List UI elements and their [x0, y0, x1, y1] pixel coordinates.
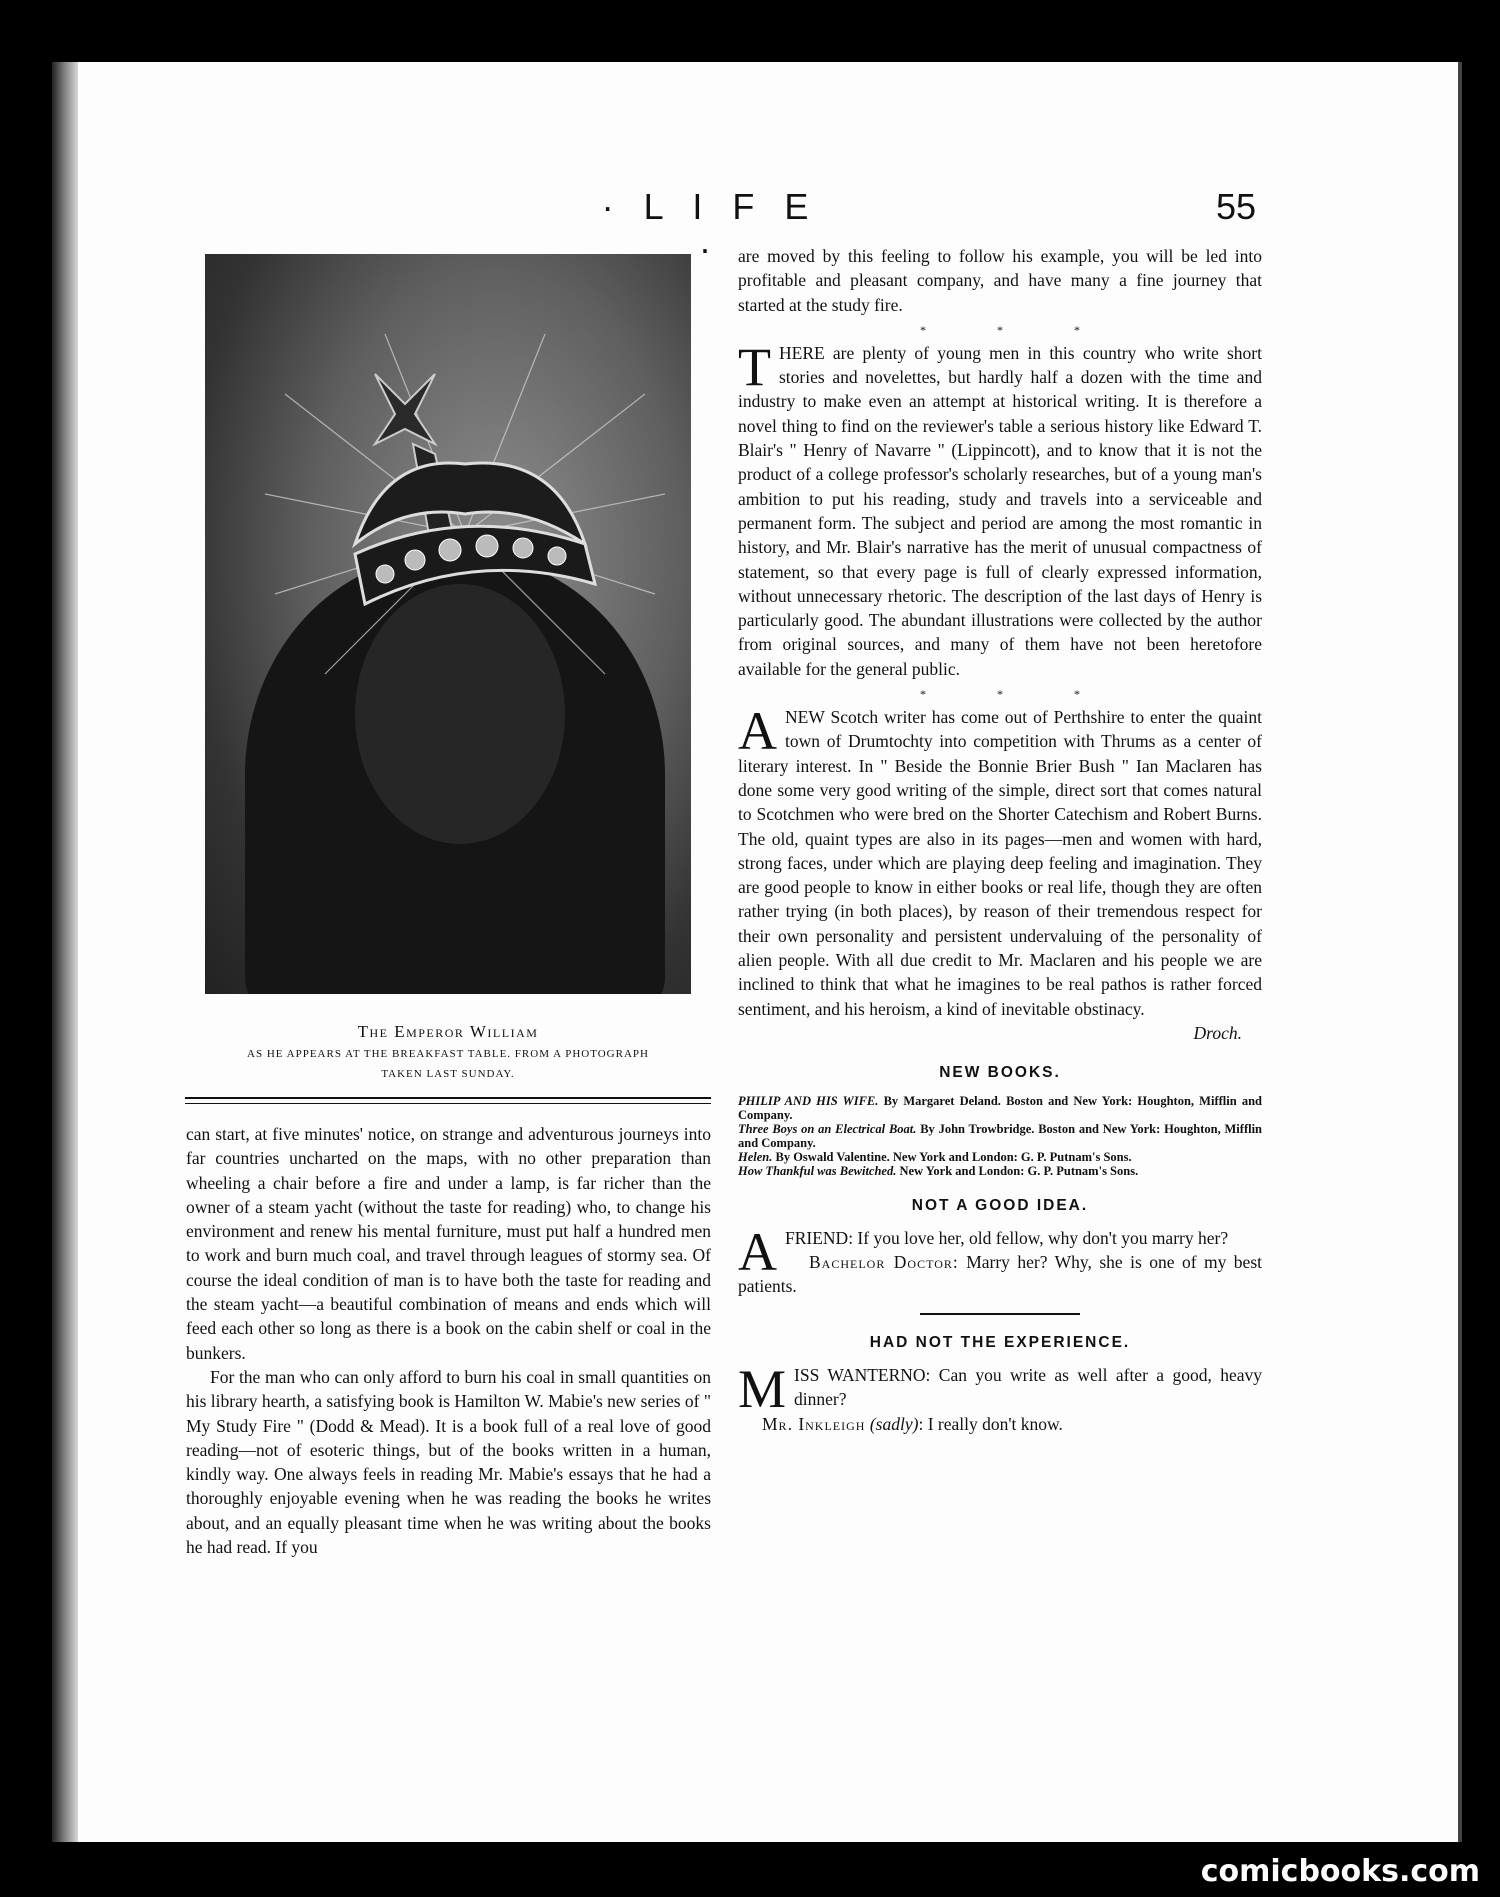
short-rule — [920, 1313, 1080, 1315]
blair-review — [738, 336, 1262, 681]
drop-cap: A — [738, 1221, 777, 1282]
caption-line-2: TAKEN LAST SUNDAY. — [381, 1068, 515, 1080]
joke-text: FRIEND: If you love her, old fellow, why don't you marry her? — [785, 1227, 1229, 1248]
site-watermark: comicbooks.com — [1200, 1854, 1480, 1889]
book-entry — [738, 1122, 1262, 1150]
double-rule — [185, 1097, 711, 1104]
book-details: By Margaret Deland. Boston and New York: Houghton, Mifflin and Company. — [738, 1093, 1262, 1122]
book-details: By Oswald Valentine. New York and London: G. P. Putnam's Sons. — [772, 1149, 1132, 1164]
new-books-heading: NEW BOOKS. — [939, 1064, 1061, 1082]
joke-line — [738, 1250, 1262, 1299]
joke-text: : I really don't know. — [918, 1413, 1063, 1434]
speaker-name: Bachelor Doctor: — [809, 1252, 959, 1273]
book-title: PHILIP AND HIS WIFE. — [738, 1093, 879, 1108]
joke-line — [738, 1358, 1262, 1419]
book-title: Three Boys on an Electrical Boat. — [738, 1121, 917, 1136]
page-header — [0, 186, 1500, 269]
joke-heading: NOT A GOOD IDEA. — [911, 1196, 1089, 1214]
crown-icon — [265, 334, 665, 694]
book-title: How Thankful was Bewitched. — [738, 1163, 897, 1178]
book-entry — [738, 1094, 1262, 1122]
book-title: Helen. — [738, 1149, 773, 1164]
joke-heading: HAD NOT THE EXPERIENCE. — [869, 1333, 1131, 1351]
book-details: New York and London: G. P. Putnam's Sons. — [896, 1163, 1139, 1178]
left-paragraph-1: can start, at five minutes' notice, on strange and adventurous journeys into far countries uncharted on the maps, with no other preparation than wheeling a chair before a fire and under a lamp, is far richer than the owner of a steam yacht (without the taste for reading) who, to change his environment and renew his mental furniture, must put half a hundred men to work and burn much coal, and travel through leagues of stormy sea. Of course the ideal condition of man is to have both the taste for reading and the steam yacht—a beautiful combination of means and ends which will feed each other so long as there is a book on the cabin shelf or coal in the bunkers. — [186, 1124, 711, 1363]
page-edge — [1458, 62, 1462, 1842]
caption-title: The Emperor William — [357, 1022, 539, 1041]
section-stars: * * * — [920, 687, 1114, 702]
photo-caption — [185, 1022, 711, 1082]
right-column — [738, 244, 1262, 1436]
left-column — [186, 1122, 711, 1559]
signature: Droch. — [1193, 1022, 1242, 1043]
section-stars: * * * — [920, 322, 1114, 337]
scotch-review-text: NEW Scotch writer has come out of Perthshire to enter the quaint town of Drumtochty into competition with Thrums as a center of literary interest. In " Beside the Bonnie Brier Bush " Ian Maclaren has done some very good writing of the simple, direct sort that comes natural to Scotchmen who were bred on the Shorter Catechism and Robert Burns. The old, quaint types are also in its pages—men and women with hard, strong faces, under which are playing deep feeling and imagination. They are good people to know in either books or real life, though they are often rather trying (in both places), by reason of their tremendous respect for their own personality and persistent undervaluing of the personality of alien people. With all due credit to Mr. Maclaren and his people we are inclined to think that what he imagines to be real pathos is rather forced sentiment, and his heroism, a kind of inevitable obstinacy. — [738, 707, 1262, 1019]
book-entry — [738, 1164, 1262, 1178]
caption-line-1: AS HE APPEARS AT THE BREAKFAST TABLE. FROM A PHOTOGRAPH — [247, 1048, 649, 1060]
book-details: By John Trowbridge. Boston and New York: Houghton, Mifflin and Company. — [738, 1121, 1262, 1150]
joke-line — [738, 1412, 1262, 1436]
right-paragraph-continued: are moved by this feeling to follow his example, you will be led into profitable and pleasant company, and have many a fine journey that started at the study fire. — [738, 246, 1262, 315]
drop-cap: T — [738, 336, 771, 397]
scotch-review — [738, 701, 1262, 1021]
masthead-title: · L I F E · — [601, 186, 819, 269]
blair-review-text: HERE are plenty of young men in this country who write short stories and novelettes, but hardly half a dozen with the time and industry to make even an attempt at historical writing. It is therefore a novel thing to find on the reviewer's table a serious history like Edward T. Blair's " Henry of Navarre " (Lippincott), and to know that it is not the product of a college professor's scholarly researches, but of a young man's ambition to put his reading, study and travels into a serviceable and permanent form. The subject and period are among the most romantic in history, and Mr. Blair's narrative has the merit of unusual compactness of statement, so that every page is full of clearly expressed information, without unnecessary rhetoric. The description of the last days of Henry is particularly good. The abundant illustrations were collected by the author from original sources, and many of them have not been heretofore available for the general public. — [738, 342, 1262, 679]
drop-cap: M — [738, 1358, 787, 1419]
stage-direction: (sadly) — [869, 1413, 919, 1434]
speaker-name: Mr. Inkleigh — [762, 1413, 866, 1434]
drop-cap: A — [738, 701, 777, 762]
joke-text: ISS WANTERNO: Can you write as well after a good, heavy dinner? — [794, 1364, 1262, 1410]
joke-text: Marry her? Why, she is one of my best patients. — [738, 1252, 1262, 1297]
left-paragraph-2: For the man who can only afford to burn his coal in small quantities on his library hearth, a satisfying book is Hamilton W. Mabie's new series of " My Study Fire " (Dodd & Mead). It is a book full of a real love of good reading—not of esoteric things, but of the books written in a human, kindly way. One always feels in reading Mr. Mabie's essays that he had a thoroughly enjoyable evening when he was reading the books he writes about, and an equally pleasant time when he was writing about the books he had read. If you — [186, 1366, 711, 1558]
binding-spine — [52, 62, 80, 1842]
emperor-photo — [205, 254, 691, 994]
book-entry — [738, 1150, 1262, 1164]
page-number: 55 — [1216, 186, 1257, 227]
